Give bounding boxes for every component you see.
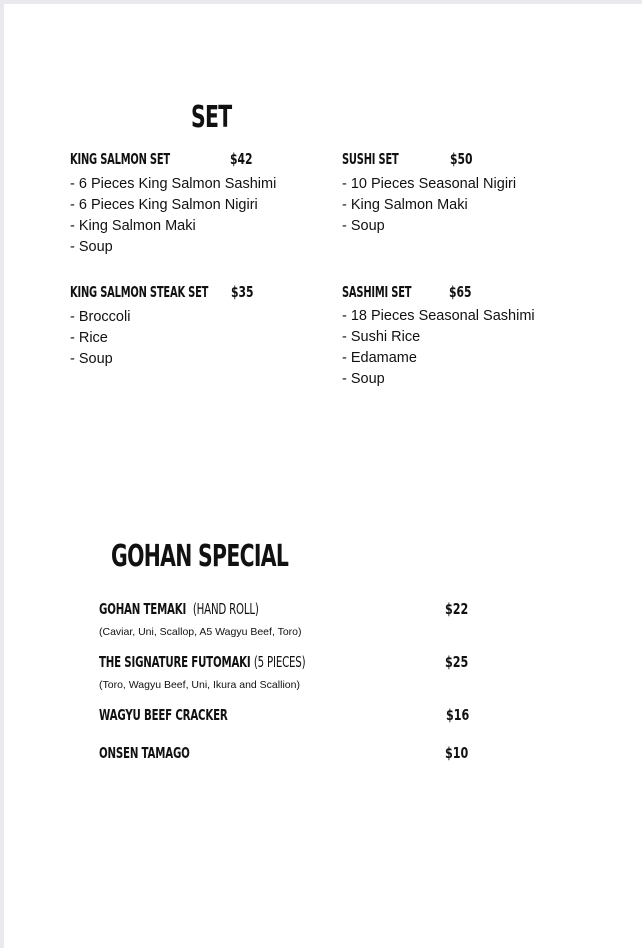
special-item-name: WAGYU BEEF CRACKER (99, 706, 228, 724)
special-item-name: GOHAN TEMAKI (HAND ROLL) (99, 600, 259, 618)
special-item-description: (Toro, Wagyu Beef, Uni, Ikura and Scallion) (99, 679, 300, 691)
list-item: - Rice (70, 330, 108, 346)
special-item-onsen-tamago (99, 744, 479, 764)
special-item-note: (HAND ROLL) (192, 600, 259, 618)
set-items-list (342, 174, 592, 237)
set-price: $65 (449, 283, 472, 301)
special-item-price: $16 (446, 706, 470, 724)
list-item: - 18 Pieces Seasonal Sashimi (342, 308, 535, 324)
list-item: - Sushi Rice (342, 329, 421, 345)
set-items-list (70, 307, 320, 370)
list-item: - King Salmon Maki (70, 218, 196, 234)
set-items-list (70, 174, 320, 258)
special-item-description: (Caviar, Uni, Scallop, A5 Wagyu Beef, Toro) (99, 626, 302, 638)
special-item-name: THE SIGNATURE FUTOMAKI (5 PIECES) (99, 653, 306, 671)
list-item: - Edamame (342, 350, 417, 366)
list-item: - 10 Pieces Seasonal Nigiri (342, 176, 517, 192)
set-section-title: SET (191, 100, 232, 135)
special-item-price: $22 (445, 600, 469, 618)
special-item-name: ONSEN TAMAGO (99, 744, 190, 762)
special-item-note: (5 PIECES) (253, 653, 306, 671)
list-item: - Soup (342, 218, 385, 234)
special-item-wagyu-beef-cracker (99, 706, 479, 726)
list-item: - Soup (70, 239, 113, 255)
menu-page (4, 4, 642, 948)
set-sashimi (342, 283, 602, 390)
set-price: $35 (231, 283, 254, 301)
list-item: - 6 Pieces King Salmon Nigiri (70, 197, 258, 213)
set-king-salmon (70, 150, 320, 258)
gohan-special-title: GOHAN SPECIAL (111, 539, 289, 574)
special-item-price: $25 (445, 653, 469, 671)
set-price: $42 (230, 150, 253, 168)
list-item: - King Salmon Maki (342, 197, 468, 213)
list-item: - Soup (70, 351, 113, 367)
set-name: SASHIMI SET (342, 283, 412, 301)
set-price: $50 (450, 150, 473, 168)
special-item-price: $10 (445, 744, 469, 762)
set-king-salmon-steak (70, 283, 320, 370)
special-item-signature-futomaki (99, 653, 479, 691)
list-item: - 6 Pieces King Salmon Sashimi (70, 176, 277, 192)
list-item: - Soup (342, 371, 385, 387)
set-name: SUSHI SET (342, 150, 399, 168)
special-item-gohan-temaki (99, 600, 479, 638)
set-sushi (342, 150, 592, 237)
set-name: KING SALMON SET (70, 150, 170, 168)
set-items-list (342, 306, 602, 390)
set-name: KING SALMON STEAK SET (70, 283, 209, 301)
list-item: - Broccoli (70, 309, 131, 325)
